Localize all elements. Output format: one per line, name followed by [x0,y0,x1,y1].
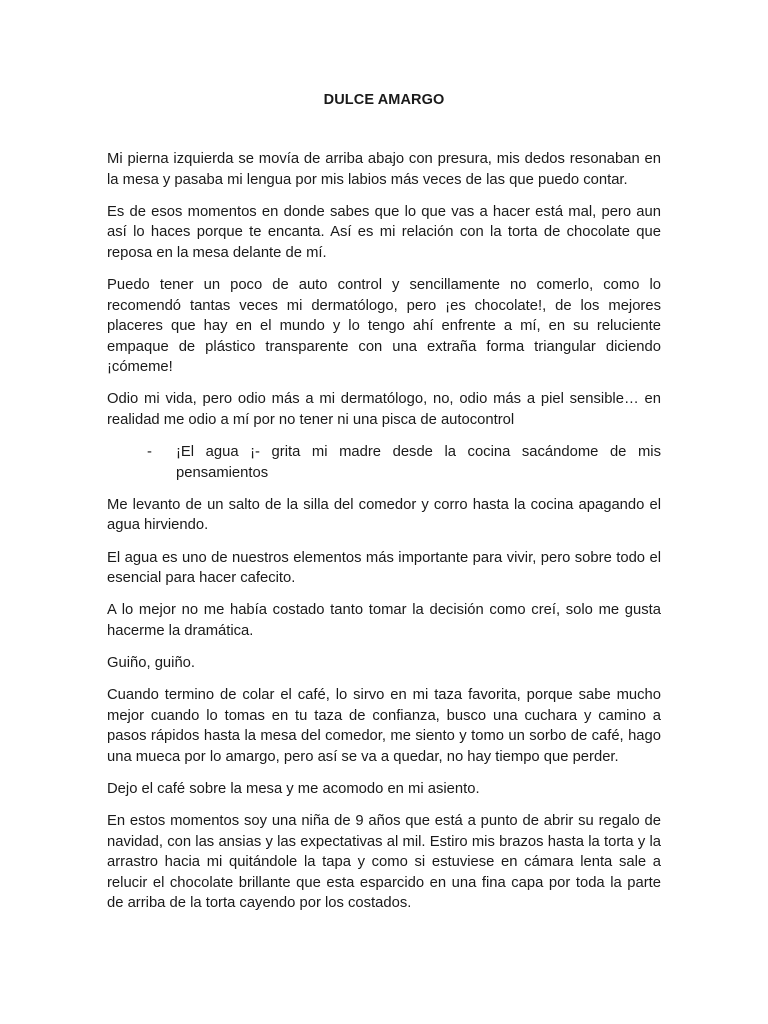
document-title: DULCE AMARGO [323,92,445,108]
paragraph: Dejo el café sobre la mesa y me acomodo en mi asiento. [107,780,480,797]
paragraph: Puedo tener un poco de auto control y sencillamente no comerlo, como lo recomendó tantas veces mi dermatólogo, pero ¡es chocolate!, de los mejores placeres que hay en el mundo y lo tengo ahí enfrente a mí, en su reluciente empaque de plástico transparente con una extraña forma triangular diciendo ¡cómeme! [107,276,661,376]
paragraph: Odio mi vida, pero odio más a mi dermatólogo, no, odio más a piel sensible… en realidad me odio a mí por no tener ni una pisca de autocontrol [107,391,661,429]
paragraph: Guiño, guiño. [107,654,196,671]
paragraph: En estos momentos soy una niña de 9 años que está a punto de abrir su regalo de navidad, con las ansias y las expectativas al mil. Estiro mis brazos hasta la torta y la arrastro hacia mi quitándole la tapa y como si estuviese en cámara lenta sale a relucir el chocolate brillante que esta esparcido en una fina capa por toda la parte de arriba de la torta cayendo por los costados. [107,812,661,912]
paragraph: Me levanto de un salto de la silla del comedor y corro hasta la cocina apagando el agua hirviendo. [107,496,661,534]
paragraph: A lo mejor no me había costado tanto tomar la decisión como creí, solo me gusta hacerme la dramática. [107,602,661,639]
dialogue-dash: - [147,444,152,461]
paragraph: Mi pierna izquierda se movía de arriba abajo con presura, mis dedos resonaban en la mesa y pasaba mi lengua por mis labios más veces de las que puedo contar. [107,151,661,188]
dialogue-text: ¡El agua ¡- grita mi madre desde la cocina sacándome de mis pensamientos [176,444,661,481]
paragraph: Cuando termino de colar el café, lo sirvo en mi taza favorita, porque sabe mucho mejor cuando lo tomas en tu taza de confianza, busco una cuchara y camino a pasos rápidos hasta la mesa del comedor, me siento y tomo un sorbo de café, hago una mueca por lo amargo, pero así se va a quedar, no hay tiempo que perder. [107,686,661,765]
paragraph: El agua es uno de nuestros elementos más importante para vivir, pero sobre todo el esencial para hacer cafecito. [107,549,661,587]
paragraph: Es de esos momentos en donde sabes que lo que vas a hacer está mal, pero aun así lo haces porque te encanta. Así es mi relación con la torta de chocolate que reposa en la mesa delante de mí. [107,203,661,261]
document-body [107,149,661,925]
dialogue-line [107,442,661,483]
